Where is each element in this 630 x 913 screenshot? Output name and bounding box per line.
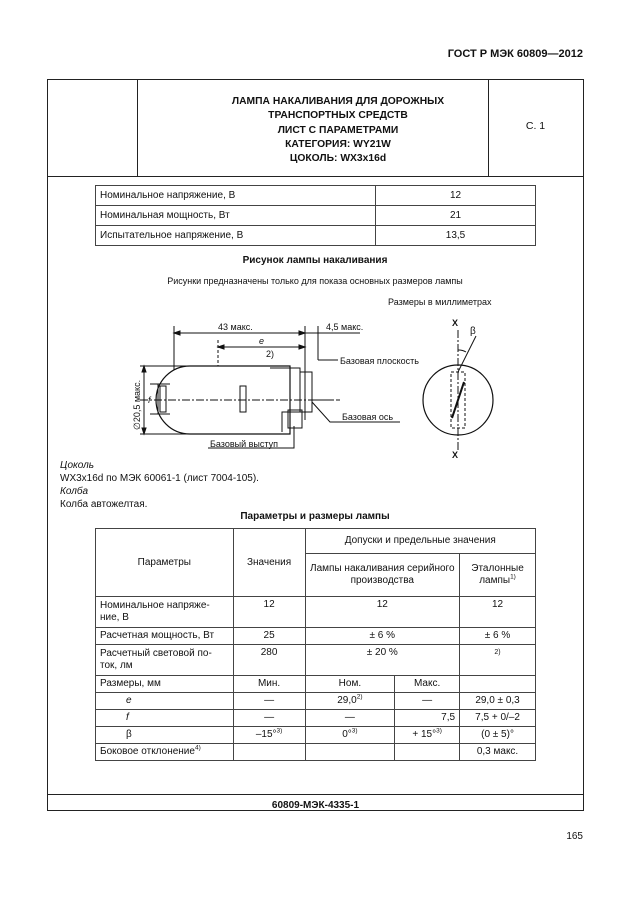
param-value: 25	[233, 628, 305, 645]
param-label: Расчетная мощность, Вт	[96, 628, 234, 645]
cap-block	[300, 372, 312, 412]
table-row	[96, 628, 536, 645]
table-row	[96, 744, 536, 761]
dim-name: β	[96, 727, 234, 744]
dim-2-label: 2)	[266, 349, 275, 359]
dim-min-value: –15°	[255, 729, 277, 740]
standard-number: ГОСТ Р МЭК 60809—2012	[447, 48, 583, 60]
sheet-page: С. 1	[525, 120, 546, 132]
param-label: Номинальное напряже-ние, В	[96, 597, 234, 628]
sheet-code: 60809-МЭК-4335-1	[271, 800, 360, 811]
param-reference: ± 6 %	[460, 628, 536, 645]
x-label-bottom: X	[452, 450, 459, 460]
lateral-label	[96, 744, 234, 761]
rating-label: Испытательное напряжение, В	[96, 226, 376, 246]
rating-label: Номинальная мощность, Вт	[96, 206, 376, 226]
head-reference-sup: 1)	[510, 573, 516, 581]
table-row	[96, 597, 536, 628]
dim-nom-value: 29,0	[337, 695, 357, 706]
dims-label: Размеры, мм	[96, 676, 234, 693]
beta-label: β	[470, 326, 476, 337]
head-tolerances: Допуски и предельные значения	[305, 529, 535, 554]
dim-ref: 7,5 + 0/–2	[460, 710, 536, 727]
dims-min: Мин.	[233, 676, 305, 693]
dim-max	[395, 727, 460, 744]
dim-max: —	[395, 693, 460, 710]
lateral-text: Боковое отклонение	[100, 746, 195, 757]
lateral-sup: 4)	[194, 744, 201, 752]
ref-plane-label: Базовая плоскость	[340, 356, 419, 366]
footer-divider	[47, 794, 584, 795]
dim-diameter-label: ∅20,5 макс.	[132, 379, 142, 430]
figure-note: Рисунки предназначены только для показа основных размеров лампы	[167, 276, 463, 286]
dim-nom	[305, 693, 395, 710]
ref-axis-label: Базовая ось	[342, 412, 394, 422]
rating-value: 12	[376, 186, 536, 206]
title-line: ЛАМПА НАКАЛИВАНИЯ ДЛЯ ДОРОЖНЫХ	[231, 96, 445, 107]
table-row	[96, 710, 536, 727]
dim-nom-sup: 2)	[356, 693, 363, 701]
table-row	[96, 676, 536, 693]
dim-min-sup: 3)	[276, 727, 283, 735]
beta-arc	[458, 350, 466, 352]
dim-max-value: + 15°	[412, 729, 437, 740]
base-heading: Цоколь	[60, 460, 95, 471]
table-row	[96, 727, 536, 744]
bulb-heading: Колба	[60, 486, 89, 497]
title-line: КАТЕГОРИЯ: WY21W	[285, 138, 391, 150]
rating-value: 21	[376, 206, 536, 226]
title-line: ТРАНСПОРТНЫХ СРЕДСТВ	[268, 110, 408, 122]
dim-min: —	[233, 693, 305, 710]
dim-nom-sup: 3)	[351, 727, 358, 735]
bulb-text: Колба автожелтая.	[60, 499, 148, 510]
lateral-min	[233, 744, 305, 761]
table-row	[96, 645, 536, 676]
dim-4-5-label: 4,5 макс.	[326, 322, 364, 332]
params-title: Параметры и размеры лампы	[240, 511, 390, 522]
dim-e-label: e	[259, 336, 265, 346]
dims-empty	[460, 676, 536, 693]
dim-min	[233, 727, 305, 744]
param-label: Расчетный световой по-ток, лм	[96, 645, 234, 676]
rating-value: 13,5	[376, 226, 536, 246]
param-reference: 12	[460, 597, 536, 628]
param-value: 12	[233, 597, 305, 628]
base-text: WX3x16d по МЭК 60061-1 (лист 7004-105).	[60, 473, 259, 484]
head-values: Значения	[233, 529, 305, 597]
dims-nom: Ном.	[305, 676, 395, 693]
dim-nom: —	[305, 710, 395, 727]
dims-max: Макс.	[395, 676, 460, 693]
units-label: Размеры в миллиметрах	[388, 297, 492, 307]
ref-lug-label: Базовый выступ	[210, 439, 278, 449]
param-reference: 2)	[460, 645, 536, 676]
dim-nom	[305, 727, 395, 744]
dim-nom-value: 0°	[342, 729, 352, 740]
dim-ref: (0 ± 5)°	[460, 727, 536, 744]
lateral-max	[395, 744, 460, 761]
head-params: Параметры	[96, 529, 234, 597]
table-row	[96, 529, 536, 554]
head-serial: Лампы накаливания серийного производства	[305, 554, 460, 597]
dim-name: f	[96, 710, 234, 727]
dim-max: 7,5	[395, 710, 460, 727]
dim-min: —	[233, 710, 305, 727]
dim-max-sup: 3)	[436, 727, 442, 735]
table-row	[96, 693, 536, 710]
param-serial: 12	[305, 597, 460, 628]
title-line: ЦОКОЛЬ: WX3x16d	[289, 153, 387, 165]
param-serial: ± 6 %	[305, 628, 460, 645]
param-value: 280	[233, 645, 305, 676]
head-reference-text: Эталонные лампы	[471, 563, 524, 586]
dim-43-label: 43 макс.	[218, 322, 253, 332]
head-reference	[460, 554, 536, 597]
lateral-nom	[305, 744, 395, 761]
dim-name: e	[96, 693, 234, 710]
param-serial: ± 20 %	[305, 645, 460, 676]
lateral-ref: 0,3 макс.	[460, 744, 536, 761]
dim-ref: 29,0 ± 0,3	[460, 693, 536, 710]
dim-f-label: f	[148, 395, 151, 405]
x-label-top: X	[452, 318, 459, 328]
page-number: 165	[566, 831, 583, 842]
title-line: ЛИСТ С ПАРАМЕТРАМИ	[277, 124, 399, 136]
params-table	[95, 528, 536, 761]
figure-caption: Рисунок лампы накаливания	[242, 255, 388, 266]
rating-label: Номинальное напряжение, В	[96, 186, 376, 206]
